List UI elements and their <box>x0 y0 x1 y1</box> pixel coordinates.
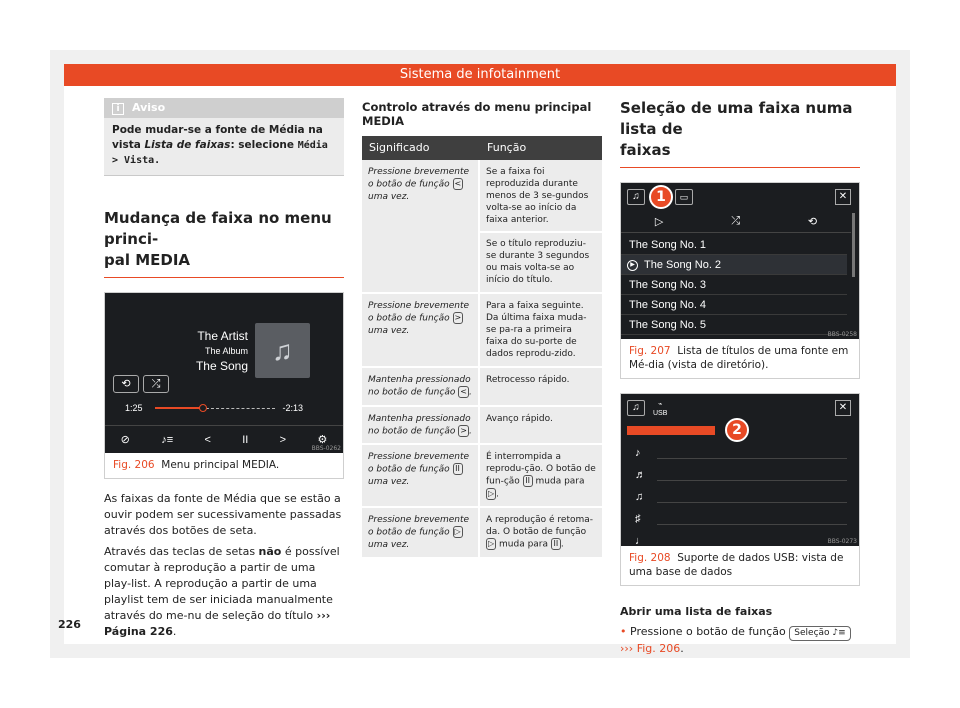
selection-list-icon[interactable]: ♪≡ <box>161 433 174 446</box>
function-key-icon: > <box>454 313 462 322</box>
genre-guitar-icon[interactable]: ♯ <box>635 513 641 525</box>
p2-a: Através das teclas de setas <box>104 545 259 558</box>
page-header: Sistema de infotainment <box>64 64 896 86</box>
bullet-icon: • <box>620 625 627 638</box>
cell-significado <box>362 294 480 368</box>
song-title: The Song No. 3 <box>629 279 707 291</box>
cell-funcao <box>480 368 602 407</box>
close-icon[interactable]: ✕ <box>835 400 851 416</box>
aviso-text-italic: Lista de faixas <box>144 139 231 151</box>
song-list-item[interactable] <box>621 235 847 255</box>
column-right <box>620 86 860 657</box>
media-main-screen <box>105 293 343 453</box>
sig-text: Pressione brevemente o botão de função <box>368 452 470 475</box>
function-key-icon: > <box>460 425 467 435</box>
open-list-heading: Abrir uma lista de faixas <box>620 605 773 618</box>
info-icon: i <box>112 103 124 115</box>
song-list-item[interactable] <box>621 295 847 315</box>
column-header-significado: Significado <box>362 136 480 160</box>
list-control-bar <box>621 211 851 233</box>
fun-text: Se o título reproduziu-se durante 3 segundos ou mais volta-se ao início do título. <box>486 239 590 285</box>
music-note-icon[interactable]: ♫ <box>627 189 645 205</box>
callout-2: 2 <box>725 418 749 442</box>
p2-bold: não <box>258 545 282 558</box>
table-row <box>362 368 602 407</box>
song-title: The Song No. 1 <box>629 239 707 251</box>
album-icon[interactable]: ♫ <box>635 491 644 503</box>
aviso-menu-path: Média > Vista. <box>112 140 328 166</box>
p2-end: . <box>172 625 177 638</box>
cell-significado <box>362 160 480 294</box>
step-text: Pressione o botão de função <box>630 625 790 638</box>
song-title: The Song No. 4 <box>629 299 707 311</box>
scrollbar[interactable] <box>852 213 855 277</box>
cell-significado <box>362 445 480 508</box>
figure-code: BBS-0262 <box>311 445 341 452</box>
table-row <box>362 294 602 368</box>
song-list <box>621 235 847 335</box>
caption-text: Lista de títulos de uma fonte em Mé-dia (vista de diretório). <box>629 345 849 371</box>
table-title: Controlo através do menu principal MEDIA <box>362 100 592 128</box>
time-remaining: -2:13 <box>282 403 303 413</box>
sig-text: Pressione brevemente o botão de função <box>368 515 470 538</box>
album-label: The Album <box>204 346 248 356</box>
selection-function-button[interactable]: Seleção ♪≡ <box>789 626 850 641</box>
fun-text: Retrocesso rápido. <box>486 375 570 385</box>
caption-number: Fig. 206 <box>113 459 155 471</box>
figure-208 <box>620 393 860 586</box>
divider <box>657 524 847 525</box>
progress-fill <box>155 407 203 409</box>
function-key-icon: ▷ <box>488 539 495 548</box>
cell-significado <box>362 508 480 559</box>
fun-text: . <box>496 489 500 499</box>
function-key-icon: < <box>454 179 462 188</box>
figure-207 <box>620 182 860 379</box>
sig-text: uma vez. <box>368 476 410 487</box>
songs-icon[interactable]: ♩ <box>635 535 646 546</box>
section1-title-line2: pal MEDIA <box>104 251 191 269</box>
cell-funcao <box>480 160 602 294</box>
aviso-title: Aviso <box>132 101 166 114</box>
cell-funcao <box>480 407 602 446</box>
function-key-icon: ▷ <box>488 488 495 498</box>
caption-number: Fig. 207 <box>629 345 671 357</box>
sig-text: uma vez. <box>368 325 410 336</box>
sig-text: . <box>468 387 472 398</box>
aviso-box <box>104 98 344 176</box>
sig-text: . <box>468 426 472 436</box>
media-control-bar <box>105 425 343 453</box>
section2-title-line1: Seleção de uma faixa numa lista de <box>620 99 853 138</box>
body-text-col1 <box>104 491 344 640</box>
table-row <box>362 445 602 508</box>
fun-text: Para a faixa seguinte. Da última faixa muda-se pa-ra a primeira faixa do su-porte de dados reprodu-zido. <box>486 301 587 359</box>
cell-significado <box>362 407 480 446</box>
figure-208-caption <box>621 546 859 585</box>
aviso-text-2: : selecione <box>230 139 298 151</box>
song-title: The Song No. 2 <box>644 259 722 271</box>
sig-text: Pressione brevemente o botão de função <box>368 167 470 190</box>
fun-text: É interrompida a reprodu-ção. O botão de fun-ção <box>486 452 596 487</box>
caption-number: Fig. 208 <box>629 552 671 564</box>
sig-text: Mantenha pressionado no botão de função <box>368 413 471 436</box>
album-art-music-note-icon: ♫ <box>255 323 310 378</box>
highlighted-category-bar[interactable] <box>627 426 715 435</box>
folder-icon[interactable]: ▭ <box>675 189 693 205</box>
figure-206 <box>104 292 344 479</box>
song-list-item[interactable] <box>621 255 847 275</box>
playlist-icon[interactable]: ♪ <box>635 447 641 459</box>
aviso-text <box>104 118 344 175</box>
cell-funcao <box>480 294 602 368</box>
paragraph-1: As faixas da fonte de Média que se estão a ouvir podem ser sucessivamente passadas através dos botões de seta. <box>104 492 342 537</box>
sig-text: Pressione brevemente o botão de função <box>368 301 470 324</box>
table-row <box>362 508 602 559</box>
next-track-button[interactable]: > <box>279 433 287 446</box>
section-title-select-track <box>620 98 860 168</box>
repeat-icon[interactable]: ⟲ <box>113 375 139 393</box>
song-list-item[interactable] <box>621 275 847 295</box>
song-title: The Song No. 5 <box>629 319 707 331</box>
section1-title-line1: Mudança de faixa no menu princi- <box>104 209 332 248</box>
callout-1: 1 <box>649 185 673 209</box>
close-icon[interactable]: ✕ <box>835 189 851 205</box>
figure-code: BBS-0258 <box>827 331 857 338</box>
play-all-icon[interactable]: ▷ <box>654 216 664 228</box>
open-track-list <box>620 604 860 657</box>
fun-text: muda para <box>532 476 585 487</box>
source-disc-icon[interactable]: ⊘ <box>120 434 130 446</box>
fun-text: . <box>560 539 564 550</box>
repeat-icon[interactable]: ⟲ <box>807 216 818 228</box>
column-middle <box>362 86 602 559</box>
figure-reference-link[interactable]: ››› Fig. 206 <box>620 642 681 655</box>
function-key-icon: II <box>551 538 561 550</box>
section-title-change-track <box>104 208 344 278</box>
track-list-screen <box>621 183 859 339</box>
function-key-icon: II <box>453 463 463 475</box>
artist-label: The Artist <box>197 329 248 343</box>
sig-text: uma vez. <box>368 539 410 550</box>
function-key-icon: ▷ <box>454 527 461 536</box>
fun-text: A reprodução é retoma-da. O botão de função <box>486 515 594 537</box>
sig-text: uma vez. <box>368 191 410 202</box>
usb-label: USB <box>653 410 668 417</box>
artist-icon[interactable]: ♬ <box>635 469 646 481</box>
category-icon-list <box>635 442 646 546</box>
p2-b: é possível comutar à reprodução a partir de uma play-list. A reprodução a partir de uma playlist tem de ser iniciada manualmente através do me-nu de seleção do título <box>104 545 340 622</box>
function-key-icon: II <box>523 475 533 487</box>
step-end: . <box>680 642 684 655</box>
figure-code: BBS-0273 <box>827 538 857 545</box>
song-list-item[interactable] <box>621 315 847 335</box>
page-number: 226 <box>58 618 81 631</box>
time-elapsed: 1:25 <box>125 403 143 413</box>
now-playing-icon: ▶ <box>627 260 638 271</box>
manual-page <box>64 64 896 655</box>
column-header-funcao: Função <box>480 136 602 160</box>
usb-database-screen <box>621 394 859 546</box>
function-key-icon: < <box>460 387 467 396</box>
cell-funcao <box>480 445 602 508</box>
cell-significado <box>362 368 480 407</box>
cell-funcao <box>480 508 602 559</box>
aviso-text-1: Pode mudar-se a fonte de Média na vista <box>112 124 323 151</box>
fun-text: Se a faixa foi reproduzida durante menos de 3 se-gundos volta-se ao início da faixa anterior. <box>486 167 589 225</box>
shuffle-icon[interactable]: ⤮ <box>143 375 169 393</box>
previous-track-button[interactable]: < <box>204 433 211 446</box>
caption-text: Menu principal MEDIA. <box>161 459 280 471</box>
usb-icon: ⌁ <box>658 401 663 408</box>
figure-207-caption <box>621 339 859 378</box>
cell-divider <box>480 231 602 233</box>
sig-text: Mantenha pressionado no botão de função <box>368 375 471 398</box>
usb-source[interactable] <box>653 400 667 418</box>
page-link[interactable]: ››› Página 226 <box>104 609 331 638</box>
shuffle-icon[interactable]: ⤮ <box>731 215 741 227</box>
divider <box>657 458 847 459</box>
aviso-header <box>104 98 344 118</box>
fun-text: Avanço rápido. <box>486 413 553 424</box>
section2-title-line2: faixas <box>620 141 671 159</box>
song-label: The Song <box>195 359 248 373</box>
table-row <box>362 160 602 294</box>
caption-text: Suporte de dados USB: vista de uma base de dados <box>629 552 844 578</box>
divider <box>657 480 847 481</box>
progress-knob[interactable] <box>199 404 207 412</box>
pause-button[interactable]: II <box>242 433 249 446</box>
figure-206-caption <box>105 453 343 478</box>
fun-text: muda para <box>496 539 551 550</box>
function-table <box>362 136 602 559</box>
open-list-step <box>620 624 860 657</box>
divider <box>657 502 847 503</box>
table-row <box>362 407 602 446</box>
paragraph-2 <box>104 544 344 640</box>
column-left <box>104 86 344 645</box>
settings-gear-icon[interactable]: ⚙ <box>317 434 328 446</box>
music-note-icon[interactable]: ♫ <box>627 400 645 416</box>
